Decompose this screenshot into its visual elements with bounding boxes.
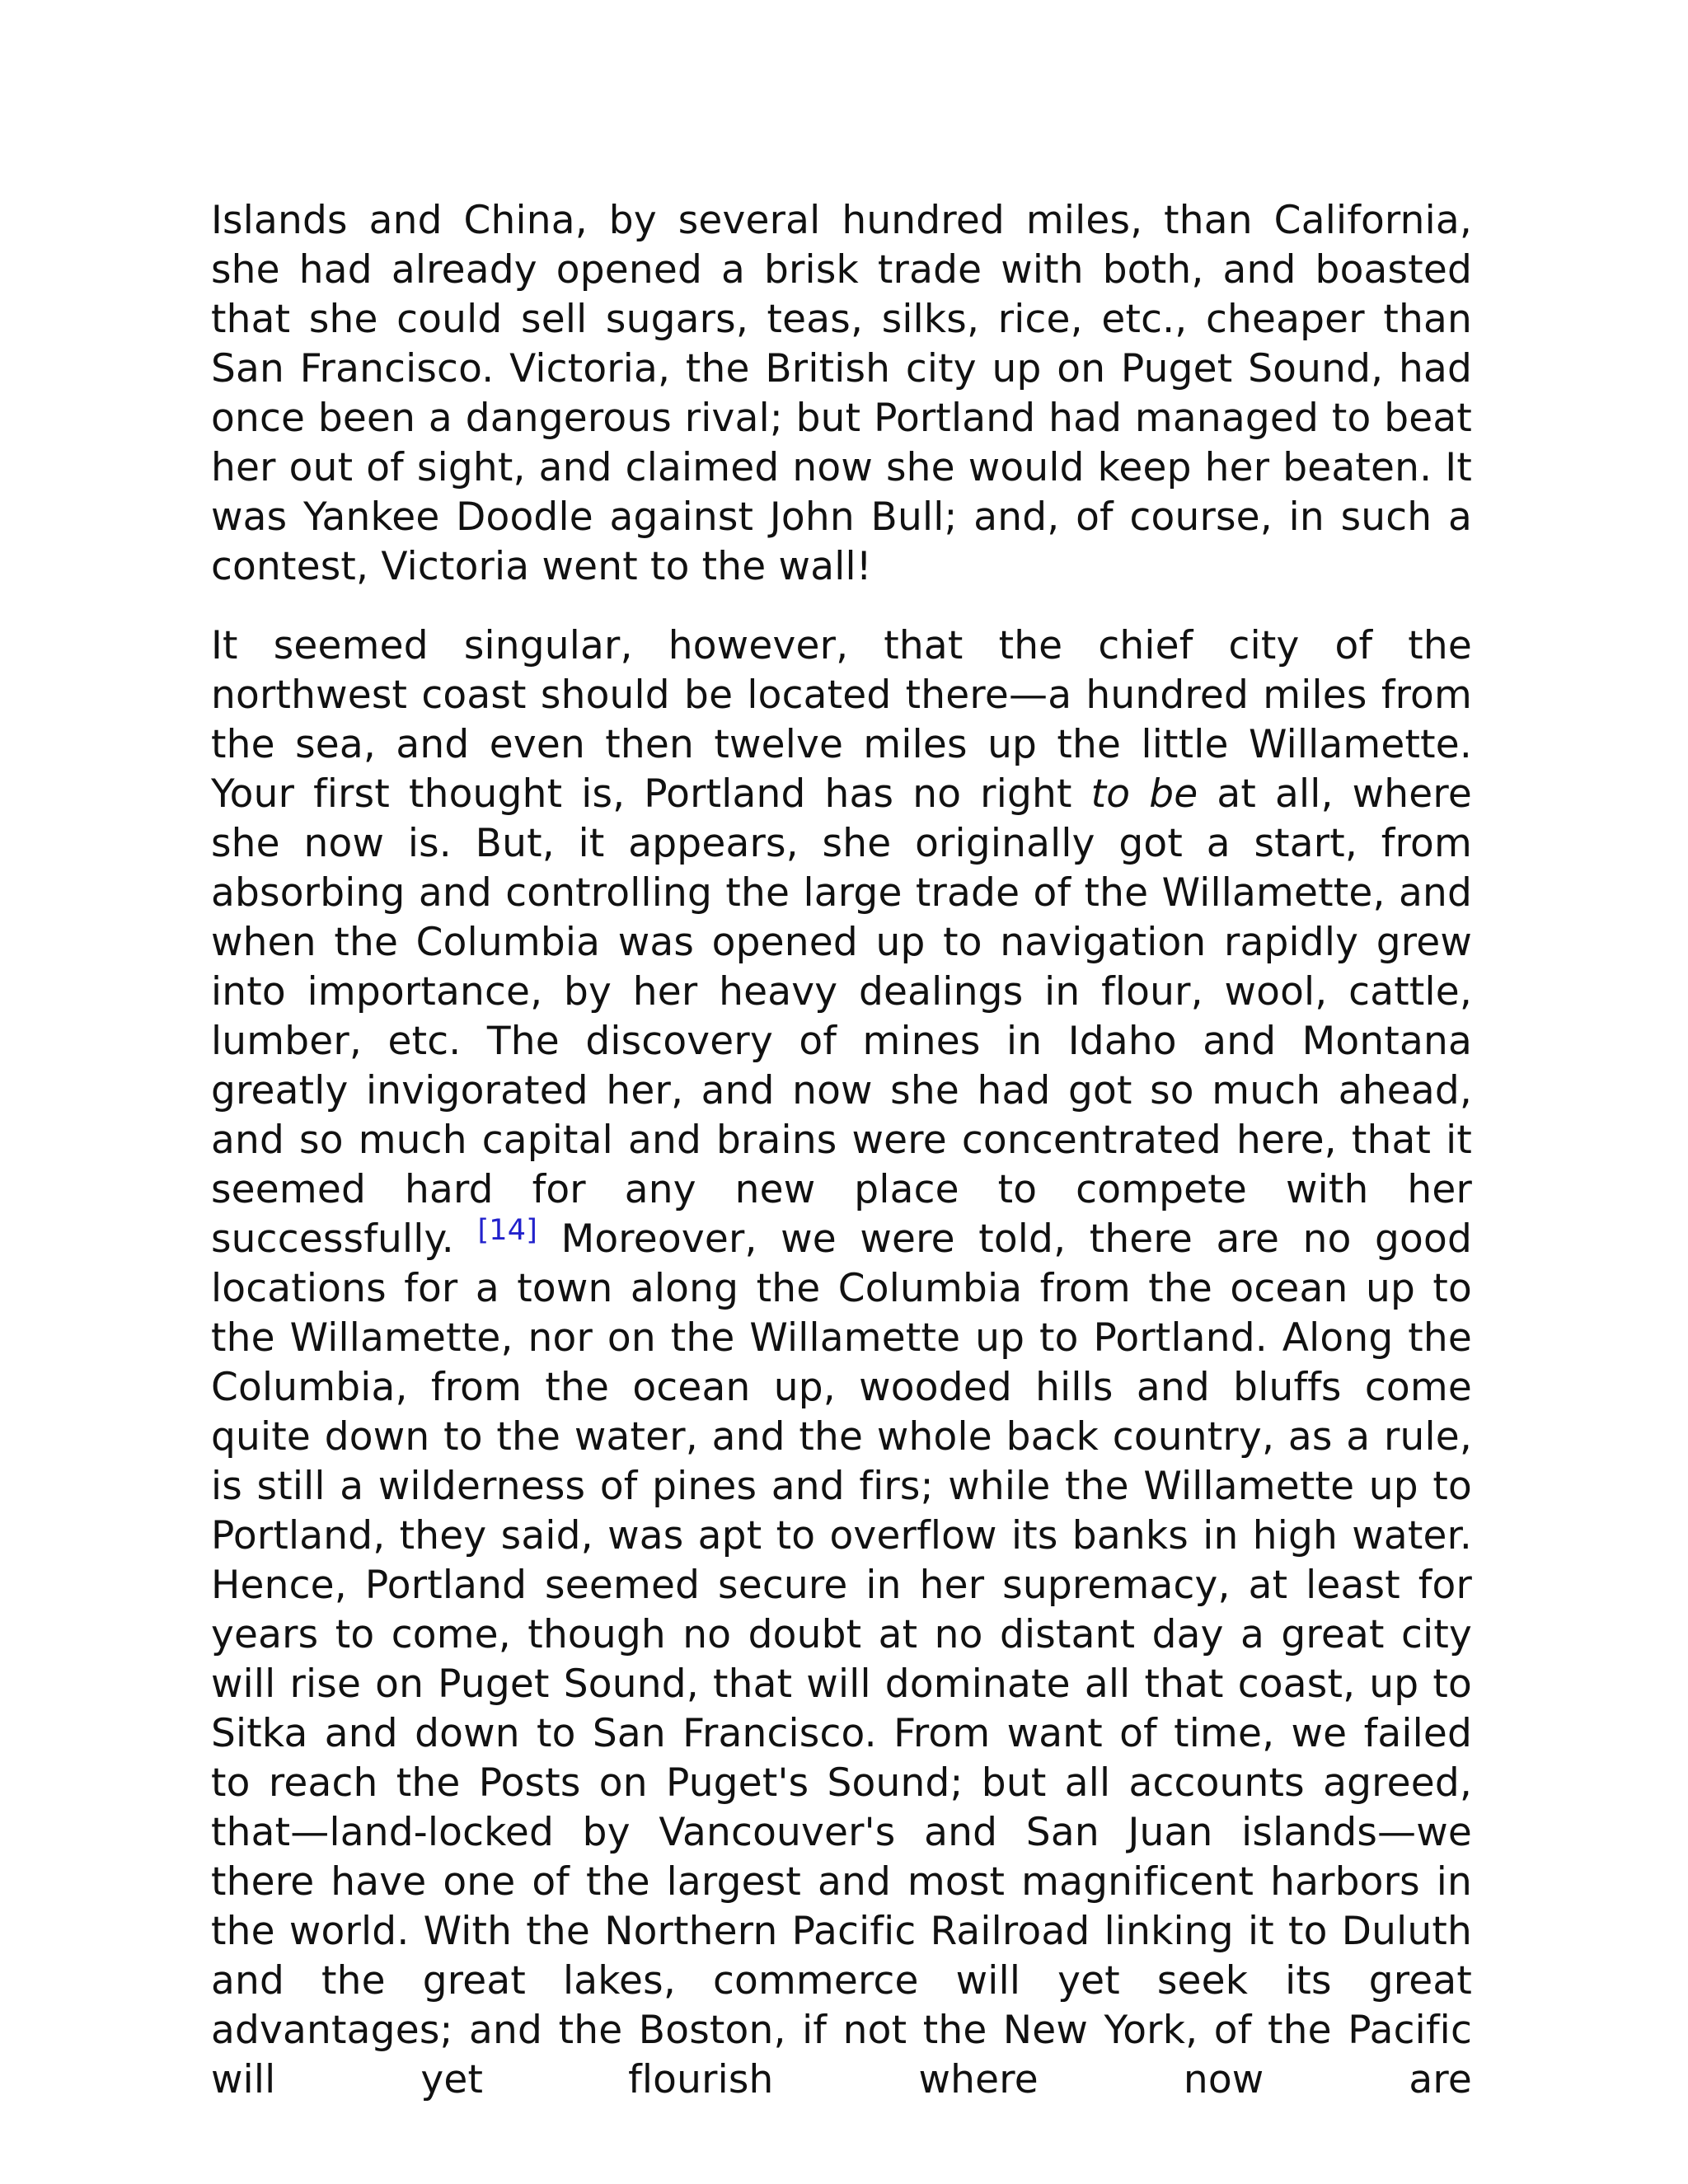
paragraph-1: Islands and China, by several hundred miles, than California, she had already opened a brisk trade with both, and boasted that she could sell sugars, teas, silks, rice, etc., cheaper than San Francisco. Victoria, the British city up on Puget Sound, had once been a dangerous rival; but Portland had managed to beat her out of sight, and claimed now she would keep her beaten. It was Yankee Doodle against John Bull; and, of course, in such a contest, Victoria went to the wall! [211, 198, 1472, 589]
paragraph-2-text-3: Moreover, we were told, there are no good locations for a town along the Columbia from the ocean up to the Willamette, nor on the Willamette up to Portland. Along the Columbia, from the ocean up, wooded hills and bluffs come quite down to the water, and the whole back country, as a rule, is still a wilderness of pines and firs; while the Willamette up to Portland, they said, was apt to overflow its banks in high water. Hence, Portland seemed secure in her supremacy, at least for years to come, though no doubt at no distant day a great city will rise on Puget Sound, that will dominate all that coast, up to Sitka and down to San Francisco. From want of time, we failed to reach the Posts on Puget's Sound; but all accounts agreed, that—land-locked by Vancouver's and San Juan islands—we there have one of the largest and most magnificent harbors in the world. With the Northern Pacific Railroad linking it to Duluth and the great lakes, commerce will yet seek its great advantages; and the Boston, if not the New York, of the Pacific will yet flourish where now are [211, 1216, 1473, 2102]
paragraph-2 [211, 621, 1472, 2105]
paragraph-2-text-1: It seemed singular, however, that the chief city of the northwest coast should be located there—a hundred miles from the sea, and even then twelve miles up the little Willamette. Your first thought is, Portland has no right [211, 623, 1472, 817]
paragraph-2-text-2: at all, where she now is. But, it appears, she originally got a start, from absorbing and controlling the large trade of the Willamette, and when the Columbia was opened up to navigation rapidly grew into importance, by her heavy dealings in flour, wool, cattle, lumber, etc. The discovery of mines in Idaho and Montana greatly invigorated her, and now she had got so much ahead, and so much capital and brains were concentrated here, that it seemed hard for any new place to compete with her successfully. [211, 771, 1473, 1262]
page-body [211, 196, 1472, 2105]
emphasis-to-be: to be [1090, 771, 1198, 817]
footnote-link-14[interactable]: [14] [477, 1214, 538, 1248]
